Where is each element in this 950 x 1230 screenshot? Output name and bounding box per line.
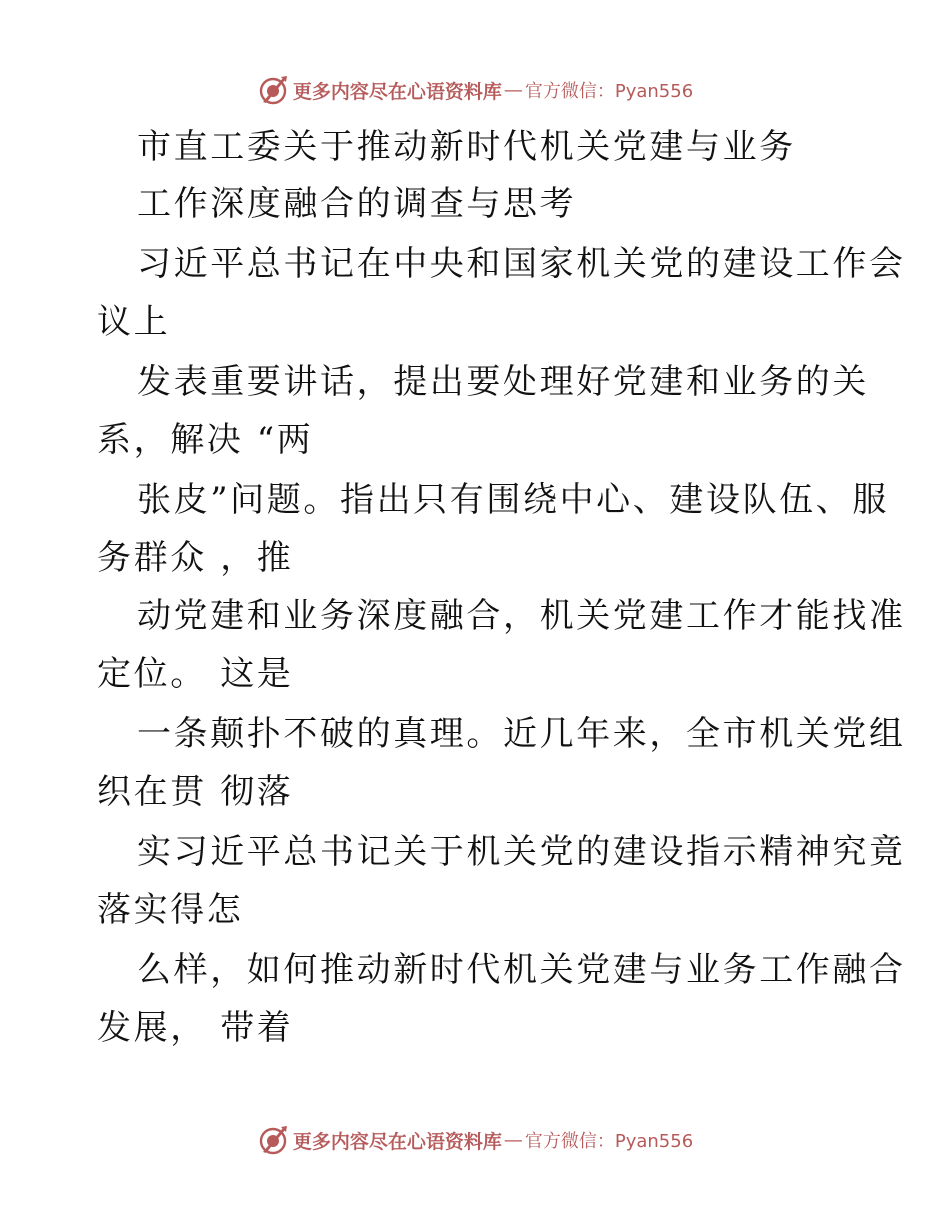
watermark-wechat: 官方微信：Pyan556 — [524, 1131, 694, 1152]
quill-logo-icon — [257, 1124, 289, 1156]
footer-watermark — [0, 1122, 950, 1158]
watermark-wechat: 官方微信：Pyan556 — [524, 81, 694, 102]
paragraph-line: 发表重要讲话，提出要处理好党建和业务的关 — [137, 362, 869, 402]
paragraph-line: 张皮”问题。指出只有围绕中心、建设队伍、服 — [137, 480, 889, 520]
paragraph-line: 动党建和业务深度融合，机关党建工作才能找准 — [137, 596, 906, 636]
paragraph-line: 落实得怎 — [97, 890, 244, 930]
paragraph-line: 务群众 ，推 — [97, 538, 294, 578]
watermark-dash: — — [503, 79, 523, 101]
document-title-line-2: 工作深度融合的调查与思考 — [137, 184, 577, 224]
watermark-text: 更多内容尽在心语资料库 — [292, 80, 502, 103]
header-watermark — [0, 72, 950, 108]
quill-logo-icon — [257, 74, 289, 106]
paragraph-line: 织在贯 彻落 — [97, 772, 294, 812]
watermark-text: 更多内容尽在心语资料库 — [292, 1130, 502, 1153]
paragraph-line: 实习近平总书记关于机关党的建设指示精神究竟 — [137, 832, 906, 872]
watermark-dash: — — [503, 1129, 523, 1151]
paragraph-line: 系，解决 “两 — [97, 420, 314, 460]
paragraph-line: 么样，如何推动新时代机关党建与业务工作融合 — [137, 950, 906, 990]
paragraph-line: 定位。 这是 — [97, 654, 294, 694]
paragraph-line: 习近平总书记在中央和国家机关党的建设工作会 — [137, 244, 906, 284]
paragraph-line: 议上 — [97, 302, 171, 342]
paragraph-line: 发展， 带着 — [97, 1008, 294, 1048]
paragraph-line: 一条颠扑不破的真理。近几年来，全市机关党组 — [137, 714, 906, 754]
document-title-line-1: 市直工委关于推动新时代机关党建与业务 — [137, 127, 796, 167]
